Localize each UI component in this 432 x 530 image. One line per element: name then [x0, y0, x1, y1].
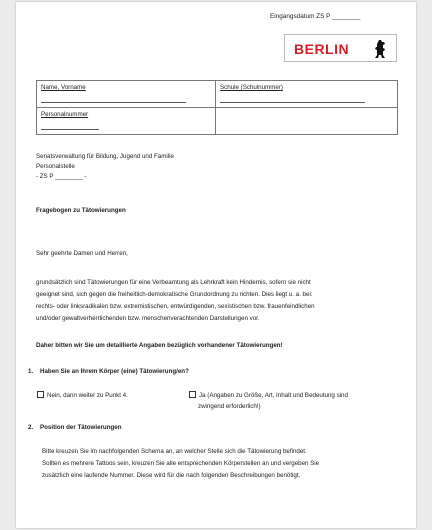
- q1-question: Haben Sie an Ihrem Körper (eine) Tätowierung/en?: [40, 368, 189, 375]
- request-text: Daher bitten wir Sie um detaillierte Angaben bezüglich vorhandener Tätowierungen!: [36, 342, 283, 349]
- q1-option-yes[interactable]: [189, 391, 348, 400]
- q1-yes-label-line-2: zwingend erforderlich!): [198, 403, 261, 410]
- intro-line-2: geeignet sind, sich gegen die freiheitlich-demokratische Grundordnung zu richten. Dies liegt u. a. bei:: [36, 291, 313, 298]
- q2-body-line-2: Sollten es mehrere Tattoos sein, kreuzen Sie alle entsprechenden Körperstellen an und vergeben Sie: [42, 460, 320, 467]
- personnel-number-input[interactable]: [41, 129, 99, 130]
- salutation: Sehr geehrte Damen und Herren,: [36, 250, 128, 257]
- q2-body-line-1: Bitte kreuzen Sie im nachfolgenden Schema an, an welcher Stelle sich die Tätowierung befindet.: [42, 448, 307, 455]
- logo-text: BERLIN: [294, 41, 350, 57]
- name-label: Name, Vorname: [41, 84, 86, 91]
- school-input[interactable]: [220, 102, 365, 103]
- address-line-2: Personalstelle: [36, 163, 75, 170]
- berlin-bear-icon: [373, 39, 387, 59]
- berlin-logo: [284, 34, 397, 62]
- intro-line-4: und/oder gewaltverherrlichenden bzw. menschenverachtenden Darstellungen vor.: [36, 315, 260, 322]
- q1-no-checkbox[interactable]: [37, 391, 44, 398]
- q2-number: 2.: [28, 424, 34, 431]
- address-line-3: - ZS P ________ -: [36, 173, 87, 180]
- q1-yes-checkbox[interactable]: [189, 391, 196, 398]
- q2-question: Position der Tätowierungen: [40, 424, 122, 431]
- school-label: Schule (Schulnummer): [220, 84, 283, 91]
- q1-number: 1.: [28, 368, 34, 375]
- q1-yes-label: Ja (Angaben zu Größe, Art, Inhalt und Bedeutung sind: [199, 392, 348, 399]
- intro-line-3: rechts- oder linksradikalen bzw. extremistischen, entwürdigenden, sexistischen bzw. frauenfeindlichen: [36, 303, 315, 310]
- q1-option-no[interactable]: [37, 391, 128, 400]
- document-title: Fragebogen zu Tätowierungen: [36, 207, 126, 214]
- eingangsdatum-field: Eingangsdatum ZS P ________: [270, 13, 361, 20]
- personnel-number-label: Personalnummer: [41, 111, 89, 118]
- q2-body-line-3: zusätzlich eine laufende Nummer. Diese wird für die nach folgenden Beschreibungen benötigt.: [42, 472, 301, 479]
- document-page: [16, 2, 416, 528]
- intro-line-1: grundsätzlich sind Tätowierungen für eine Verbeamtung als Lehrkraft kein Hindernis, sofern sie nicht: [36, 279, 311, 286]
- address-line-1: Senatsverwaltung für Bildung, Jugend und Familie: [36, 153, 174, 160]
- personal-data-table: [36, 80, 398, 135]
- name-input[interactable]: [41, 102, 186, 103]
- q1-no-label: Nein, dann weiter zu Punkt 4.: [47, 392, 128, 399]
